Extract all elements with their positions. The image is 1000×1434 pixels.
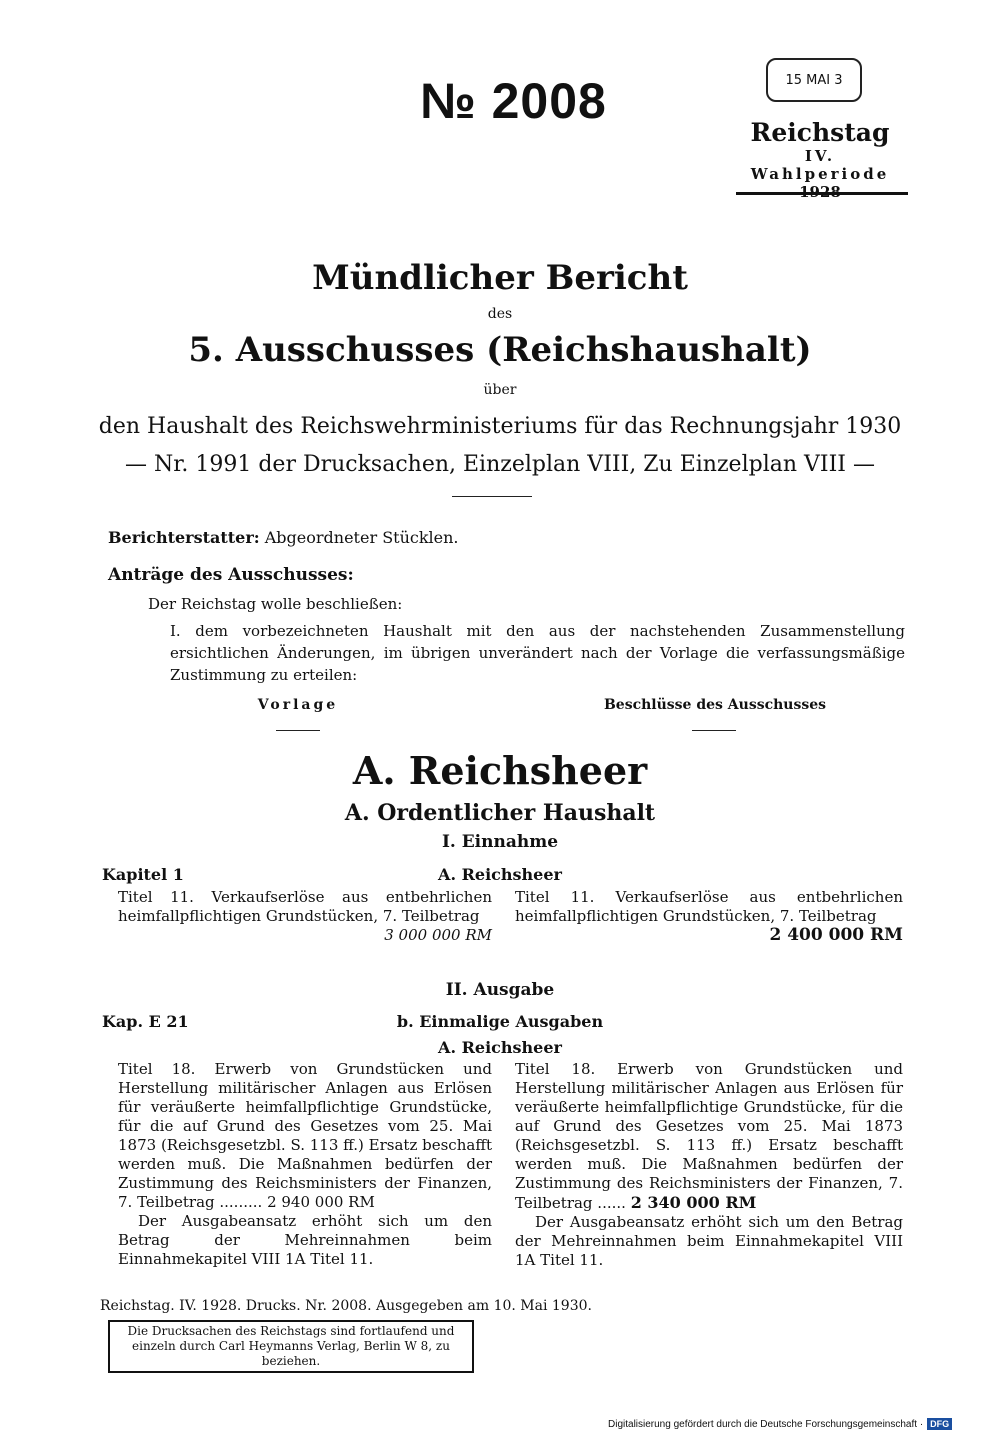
column-heading-beschluesse: Beschlüsse des Ausschusses bbox=[603, 697, 827, 713]
income-right-text: Titel 11. Verkaufserlöse aus entbehrlichen heimfallpflichtigen Grundstücken, 7. Teilbetrag bbox=[515, 888, 903, 925]
income-left-amount: 3 000 000 RM bbox=[384, 926, 492, 944]
title-connector-ueber: über bbox=[483, 382, 517, 398]
expense-right-text: Titel 18. Erwerb von Grundstücken und Herstellung militärischer Anlagen aus Erlösen für veräußerte heimfallpflichtige Grundstücke, für die auf Grund des Gesetzes vom 25. Mai 1873 (Reichsgesetzbl. S. 113 ff.) Ersatz beschafft werden muß. Die Maßnahmen bedürfen der Zustimmung des Reichsministers der Finanzen, 7. Teilbetrag ...... bbox=[515, 1060, 903, 1212]
column-rule-right bbox=[692, 730, 736, 731]
committee-title: 5. Ausschusses (Reichshaushalt) bbox=[188, 330, 812, 370]
section-heading-reichsheer: A. Reichsheer bbox=[352, 748, 648, 793]
income-left-text: Titel 11. Verkaufserlöse aus entbehrlichen heimfallpflichtigen Grundstücken, 7. Teilbetrag bbox=[118, 888, 492, 925]
title-connector-des: des bbox=[487, 306, 513, 322]
column-heading-vorlage: Vorlage bbox=[257, 697, 339, 713]
footer-publisher-box: Die Drucksachen des Reichstags sind fortlaufend und einzeln durch Carl Heymanns Verlag, Berlin W 8, zu beziehen. bbox=[108, 1320, 474, 1373]
section-heading-ordentlich: A. Ordentlicher Haushalt bbox=[344, 800, 656, 826]
subsection-reichsheer-1: A. Reichsheer bbox=[438, 865, 562, 884]
resolution-intro: Der Reichstag wolle beschließen: bbox=[148, 595, 403, 613]
income-right-amount: 2 400 000 RM bbox=[769, 925, 903, 945]
header-rule bbox=[736, 192, 908, 195]
expense-right-column bbox=[515, 1060, 903, 1270]
expense-left-text: Titel 18. Erwerb von Grundstücken und Herstellung militärischer Anlagen aus Erlösen für veräußerte heimfallpflichtige Grundstücke, für die auf Grund des Gesetzes vom 25. Mai 1873 (Reichsgesetzbl. S. 113 ff.) Ersatz beschafft werden muß. Die Maßnahmen bedürfen der Zustimmung des Reichsministers der Finanzen, 7. Teilbetrag ......... 2 940 000 RM bbox=[118, 1060, 492, 1211]
dfg-credit bbox=[608, 1418, 952, 1430]
section-heading-ausgabe: II. Ausgabe bbox=[445, 980, 555, 1000]
subsection-reichsheer-2: A. Reichsheer bbox=[438, 1038, 562, 1057]
rapporteur-label: Berichterstatter: bbox=[108, 528, 260, 547]
expense-left-column bbox=[118, 1060, 492, 1269]
column-rule-left bbox=[276, 730, 320, 731]
reichstag-block bbox=[732, 118, 908, 201]
date-stamp: 15 MAI 3 bbox=[766, 58, 862, 102]
income-right-column bbox=[515, 888, 903, 945]
kap-label: Kap. E 21 bbox=[102, 1012, 189, 1031]
rapporteur-value: Abgeordneter Stücklen. bbox=[264, 528, 459, 547]
motions-heading: Anträge des Ausschusses: bbox=[108, 565, 354, 585]
expense-right-note: Der Ausgabeansatz erhöht sich um den Betrag der Mehreinnahmen beim Einnahmekapitel VIII 1A Titel 11. bbox=[515, 1213, 903, 1269]
reichstag-label: Reichstag bbox=[750, 118, 890, 147]
resolution-item-1: I. dem vorbezeichneten Haushalt mit den aus der nachstehenden Zusammenstellung ersichtlichen Änderungen, im übrigen unverändert nach der Vorlage die verfassungsmäßige Zustimmung zu erteilen: bbox=[170, 622, 905, 684]
section-heading-einnahme: I. Einnahme bbox=[441, 832, 559, 852]
report-title: Mündlicher Bericht bbox=[312, 258, 688, 298]
expense-left-note: Der Ausgabeansatz erhöht sich um den Betrag der Mehreinnahmen beim Einnahmekapitel VIII 1A Titel 11. bbox=[118, 1212, 492, 1268]
expense-right-amount: 2 340 000 RM bbox=[630, 1193, 757, 1212]
income-left-column bbox=[118, 888, 492, 945]
subsection-einmalig: b. Einmalige Ausgaben bbox=[396, 1012, 604, 1031]
document-number: № 2008 bbox=[420, 73, 607, 129]
title-rule bbox=[452, 496, 532, 497]
period-label: IV. Wahlperiode bbox=[750, 147, 890, 183]
kapitel-label: Kapitel 1 bbox=[102, 865, 184, 884]
dfg-credit-text: Digitalisierung gefördert durch die Deutsche Forschungsgemeinschaft · bbox=[608, 1418, 924, 1430]
dfg-logo: DFG bbox=[927, 1418, 952, 1430]
subject-line-2: — Nr. 1991 der Drucksachen, Einzelplan VIII, Zu Einzelplan VIII — bbox=[125, 452, 875, 477]
subject-line-1: den Haushalt des Reichswehrministeriums für das Rechnungsjahr 1930 bbox=[98, 414, 902, 439]
footer-imprint: Reichstag. IV. 1928. Drucks. Nr. 2008. Ausgegeben am 10. Mai 1930. bbox=[100, 1298, 592, 1314]
rapporteur bbox=[108, 528, 459, 547]
